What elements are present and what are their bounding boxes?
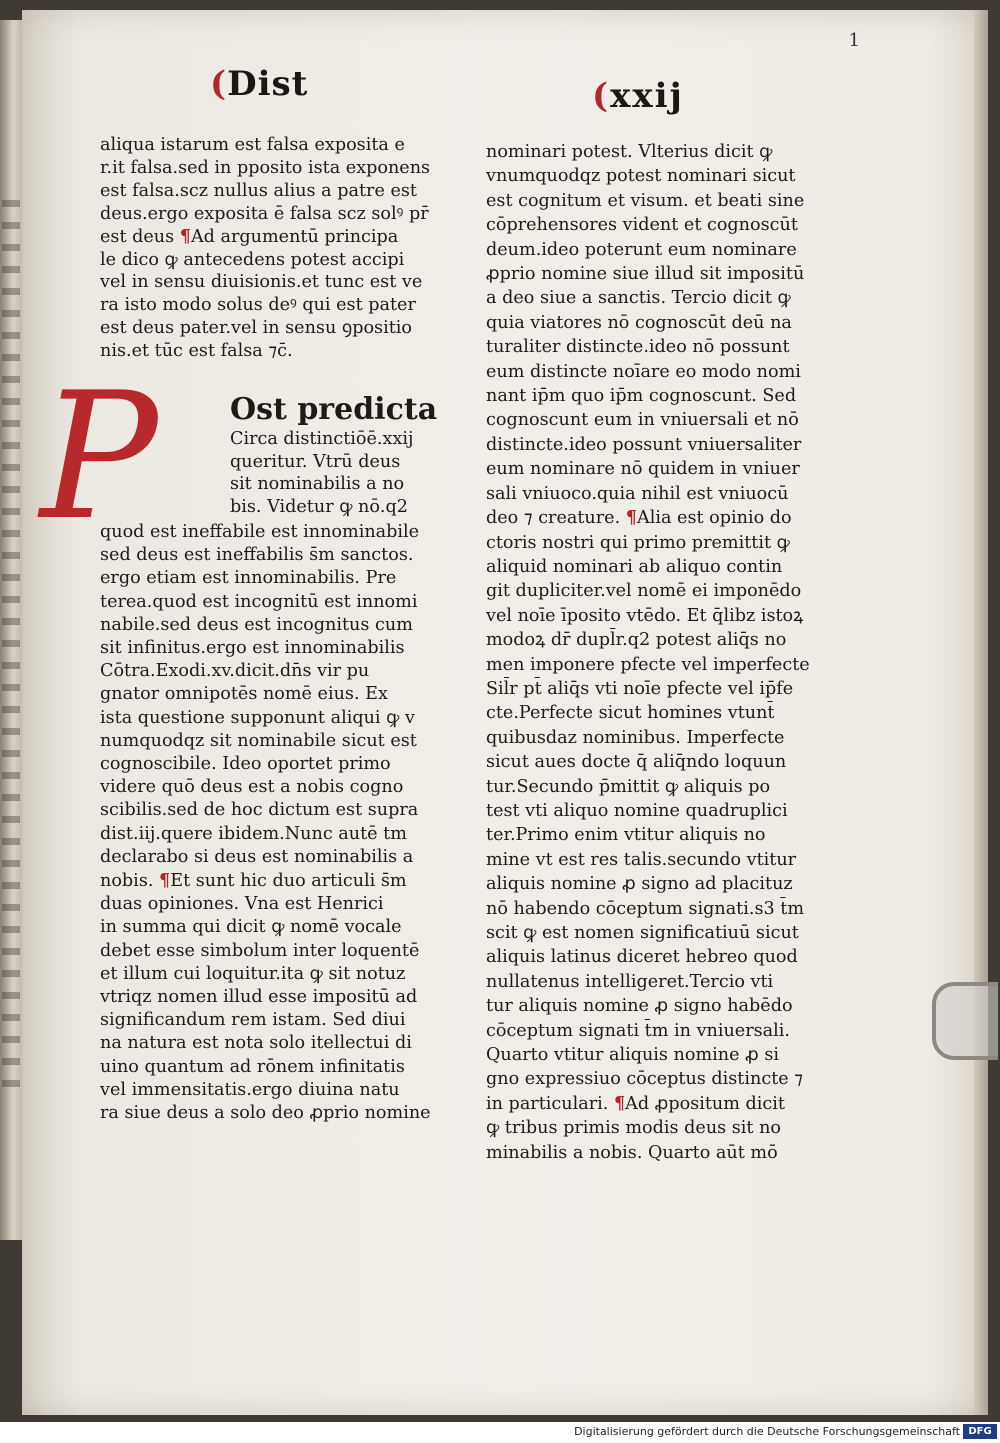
text-line: vel noīe īposito vtēdo. Et q̄libz istoꝝ [486,605,804,626]
text-line: queritur. Vtrū deus [230,451,401,472]
text-line: aliquid nominari ab aliquo contin [486,556,783,577]
text-line: nabile.sed deus est incognitus cum [100,614,413,635]
running-title-text: Dist [227,64,309,104]
corner-mark: 1 [848,30,860,51]
text-line: r.it falsa.sed in pposito ista exponens [100,157,431,178]
text-line: tur.Secundo p̄mittit ꝙ aliquis po [486,776,771,797]
text-line: uino quantum ad rōnem infinitatis [100,1056,405,1077]
text-line: mine vt est res talis.secundo vtitur [486,849,797,870]
text-line: cognoscunt eum in vniuersali et nō [486,410,799,431]
text-line: ra siue deus a solo deo ꝓprio nomine [100,1103,431,1124]
text-line: cōprehensores vident et cognoscūt [486,215,798,236]
dfg-logo: DFG [963,1424,997,1439]
page-edge [974,10,988,1415]
text-line: sit infinitus.ergo est innominabilis [100,638,405,659]
left-column-body [100,521,462,1125]
illuminated-initial: P [40,356,158,559]
text-line: minabilis a nobis. Quarto aūt mō [486,1142,778,1163]
text-line: ergo etiam est innominabilis. Pre [100,568,397,589]
text-line: nis.et tūc est falsa ⁊c̄. [100,341,293,362]
text-line: videre quō deus est a nobis cogno [100,777,404,798]
text-line: debet esse simbolum inter loquentē [100,940,420,961]
text-line: Quarto vtitur aliquis nomine ꝓ si [486,1045,779,1066]
text-line: gno expressiuo cōceptus distincte ⁊ [486,1069,804,1090]
text-line: bis. Videtur ꝙ nō.q2 [230,496,408,517]
footer-credit: Digitalisierung gefördert durch die Deutsche Forschungsgemeinschaft [574,1425,960,1438]
text-line: nominari potest. Vlterius dicit ꝙ [486,142,773,162]
text-line: in particulari. ¶Ad ꝓpositum dicit [486,1092,785,1114]
text-line: quia viatores nō cognoscūt deū na [486,312,792,333]
text-line: dist.iij.quere ibidem.Nunc autē t̄m [100,823,407,844]
text-line: declarabo si deus est nominabilis a [100,846,414,867]
rubric-mark-icon: ( [592,76,611,116]
text-line: sed deus est ineffabilis s̄m sanctos. [100,545,414,566]
text-line: ra isto modo solus deꝰ qui est pater [100,295,416,316]
text-line: modoꝝ dr̄ dupl̄r.q2 potest aliq̄s no [486,630,787,651]
text-line: distincte.ideo possunt vniuersaliter [486,434,802,455]
text-line: scibilis.sed de hoc dictum est supra [100,800,419,821]
text-line: Sil̄r pt̄ aliq̄s vti noīe pfecte vel ip̄fe [486,678,794,699]
text-line: git dupliciter.vel nomē ei imponēdo [486,581,802,602]
text-line: cōceptum signati t̄m in vniuersali. [486,1020,790,1041]
text-line: scit ꝙ est nomen significatiuū sicut [486,923,799,943]
text-line: aliquis nomine ꝓ signo ad placituz [486,874,793,895]
rubric-mark-icon: ( [210,64,228,104]
right-column [486,140,848,1165]
text-line: nō habendo cōceptum signati.s3 t̄m [486,898,805,919]
text-line: vel in sensu diuisionis.et tunc est ve [100,272,423,293]
text-line: Ost predicta [230,392,438,427]
text-line: deus.ergo exposita ē falsa scz solꝰ pr̄ [100,203,429,224]
question-heading [230,392,466,518]
text-line: sali vniuoco.quia nihil est vniuocū [486,483,789,504]
facing-page-edge [0,20,24,1240]
text-line: in summa qui dicit ꝙ nomē vocale [100,917,402,938]
left-column-top [100,134,462,363]
text-line: et illum cui loquitur.ita ꝙ sit notuz [100,963,406,984]
text-line: Circa distinctiōē.xxij [230,429,414,449]
text-line: ꝓprio nomine siue illud sit impositū [486,264,805,285]
text-line: ctoris nostri qui primo premittit ꝙ [486,532,790,553]
text-line: est deus ¶Ad argumentū principa [100,225,399,247]
paragraph-mark-icon: ¶ [613,1092,626,1114]
text-line: est cognitum et visum. et beati sine [486,190,805,211]
text-line: a deo siue a sanctis. Tercio dicit ꝙ [486,288,791,309]
text-line: terea.quod est incognitū est innomi [100,591,418,612]
text-line: men imponere pfecte vel imperfecte [486,654,810,675]
folio-text: xxij [610,76,684,116]
text-line: duas opiniones. Vna est Henrici [100,894,384,915]
text-line: deum.ideo poterunt eum nominare [486,239,797,260]
text-line: aliquis latinus diceret hebreo quod [486,947,798,968]
text-line: quod est ineffabile est innominabile [100,522,420,542]
text-line: nant ip̄m quo ip̄m cognoscunt. Sed [486,386,797,407]
text-line: nullatenus intelligeret.Tercio vti [486,971,774,992]
text-line: est falsa.scz nullus alius a patre est [100,180,417,201]
text-line: vnumquodqz potest nominari sicut [486,166,796,187]
text-line: sicut aues docte q̄ aliq̄ndo loquun [486,752,787,773]
text-line: ista questione supponunt aliqui ꝙ v [100,707,415,728]
page-clip [932,982,998,1060]
text-line: deo ⁊ creature. ¶Alia est opinio do [486,507,792,529]
show-through-text [2,200,20,1100]
text-line: aliqua istarum est falsa exposita e [100,135,405,155]
text-line: numquodqz sit nominabile sicut est [100,730,417,751]
paragraph-mark-icon: ¶ [625,507,637,529]
paragraph-mark-icon: ¶ [159,870,171,892]
text-line: nobis. ¶Et sunt hic duo articuli s̄m [100,870,407,892]
text-line: vtriqz nomen illud esse impositū ad [100,987,418,1008]
text-line: tur aliquis nomine ꝓ signo habēdo [486,996,793,1017]
text-line: vel immensitatis.ergo diuina natu [100,1079,400,1100]
text-line: sit nominabilis a no [230,474,405,494]
running-title [210,64,308,104]
text-line: turaliter distincte.ideo nō possunt [486,337,790,358]
folio-number [592,76,684,116]
text-line: ꝙ tribus primis modis deus sit no [486,1118,782,1139]
text-line: test vti aliquo nomine quadruplici [486,800,788,821]
text-line: significandum rem istam. Sed diui [100,1010,406,1031]
text-line: ter.Primo enim vtitur aliquis no [486,825,766,846]
text-line: cte.Perfecte sicut homines vtunt̄ [486,703,775,724]
text-line: na natura est nota solo itellectui di [100,1033,412,1054]
text-line: quibusdaz nominibus. Imperfecte [486,727,785,748]
paragraph-mark-icon: ¶ [179,225,191,247]
text-line: cognoscibile. Ideo oportet primo [100,754,391,775]
text-line: eum distincte noīare eo modo nomi [486,361,801,382]
footer-bar [0,1422,1000,1443]
text-line: est deus pater.vel in sensu ꝯpositio [100,318,413,339]
text-line: Cōtra.Exodi.xv.dicit̄.dn̄s vir pu [100,661,370,682]
text-line: eum nominare nō quidem in vniuer [486,459,800,480]
text-line: le dico ꝙ antecedens potest accipi [100,249,405,270]
text-line: gnator omnipotēs nomē eius. Ex [100,684,388,705]
